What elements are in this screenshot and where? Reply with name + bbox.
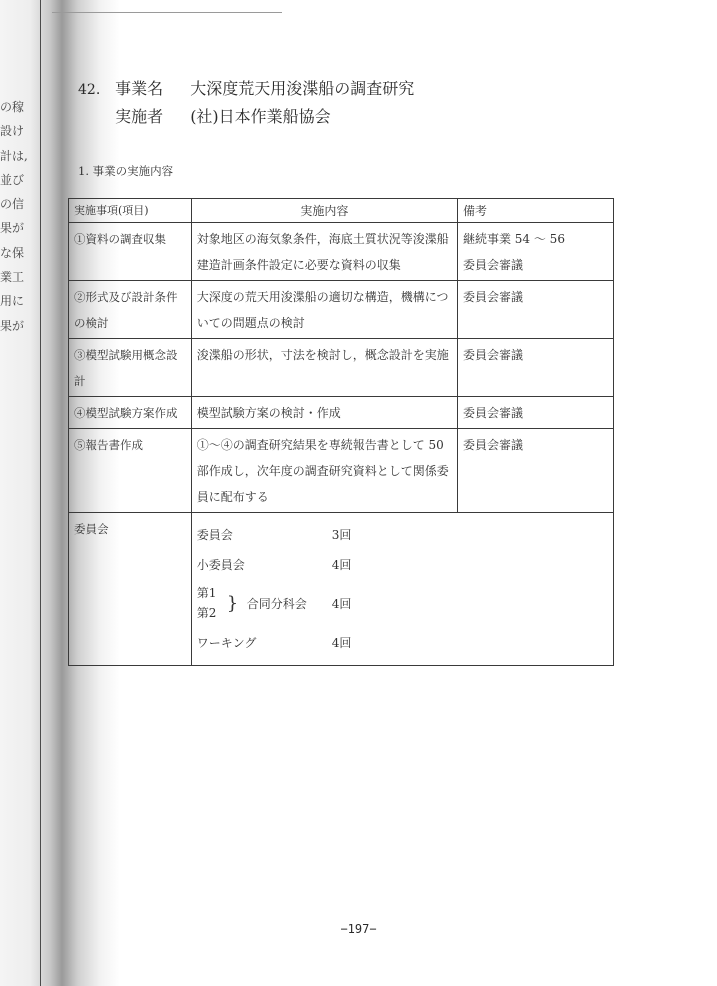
joint-subcommittee-entry — [197, 579, 608, 627]
table-row — [69, 223, 614, 281]
project-number: 42. — [78, 82, 101, 98]
joint-subcommittee-members — [197, 583, 227, 623]
row-content: ①～④の調査研究結果を専続報告書として 50 部作成し，次年度の調査研究資料として関係委員に配布する — [191, 429, 457, 513]
table-row — [69, 429, 614, 513]
previous-page-fragment: 設け — [0, 124, 25, 139]
top-rule — [52, 12, 282, 13]
row-note: 委員会審議 — [457, 397, 613, 429]
project-name-label: 事業名 — [115, 79, 164, 98]
header-note: 備考 — [457, 199, 613, 223]
previous-page-fragment: 並び — [0, 172, 25, 187]
committee-entry — [197, 519, 608, 549]
page-number: −197− — [340, 922, 377, 936]
row-note-line: 委員会審議 — [462, 258, 523, 272]
implementation-table — [68, 198, 614, 666]
previous-page-fragment: 計は, — [0, 148, 28, 163]
section-title: 1. 事業の実施内容 — [78, 164, 174, 178]
project-name: 大深度荒天用浚渫船の調査研究 — [190, 79, 415, 98]
row-content: 浚渫船の形状，寸法を検討し，概念設計を実施 — [191, 339, 457, 397]
project-heading — [78, 76, 414, 132]
previous-page-fragment: な保 — [0, 245, 25, 260]
committee-entries — [191, 513, 613, 666]
previous-page-fragment: 果が — [0, 221, 25, 236]
joint-subcommittee-name: 合同分科会 — [246, 596, 307, 611]
row-note: 委員会審議 — [457, 339, 613, 397]
table-row — [69, 339, 614, 397]
committee-entry-count: 4回 — [331, 557, 352, 572]
row-item: ①資料の調査収集 — [69, 223, 192, 281]
committee-label: 委員会 — [69, 513, 192, 666]
row-content: 大深度の荒天用浚渫船の適切な構造，機構についての問題点の検討 — [191, 281, 457, 339]
executor-name: (社)日本作業船協会 — [190, 107, 331, 126]
committee-entry-name: 委員会 — [196, 527, 233, 542]
row-item: ⑤報告書作成 — [69, 429, 192, 513]
header-item: 実施事項(項目) — [69, 199, 192, 223]
table-header-row — [69, 199, 614, 223]
table-row — [69, 397, 614, 429]
previous-page-fragment: の信 — [0, 197, 25, 212]
row-content: 対象地区の海気象条件，海底土質状況等浚渫船建造計画条件設定に必要な資料の収集 — [191, 223, 457, 281]
header-content: 実施内容 — [191, 199, 457, 223]
executor-label: 実施者 — [115, 107, 164, 126]
row-note-line: 継続事業 54 ～ 56 — [462, 232, 565, 246]
committee-entry — [197, 627, 608, 657]
row-item: ④模型試験方案作成 — [69, 397, 192, 429]
previous-page-fragment: 業工 — [0, 270, 25, 285]
table-row — [69, 281, 614, 339]
joint-first: 第1 — [196, 586, 217, 600]
previous-page-fragments — [0, 98, 44, 341]
previous-page-fragment: の稼 — [0, 100, 25, 114]
row-note: 委員会審議 — [457, 429, 613, 513]
committee-entry-name: ワーキング — [196, 635, 257, 650]
joint-second: 第2 — [196, 606, 217, 620]
row-content: 模型試験方案の検討・作成 — [191, 397, 457, 429]
row-item: ②形式及び設計条件の検討 — [69, 281, 192, 339]
row-note: 委員会審議 — [457, 281, 613, 339]
row-item: ③模型試験用概念設計 — [69, 339, 192, 397]
joint-subcommittee-count: 4回 — [331, 596, 352, 611]
brace-icon: } — [226, 592, 239, 614]
committee-row — [69, 513, 614, 666]
committee-entry-name: 小委員会 — [196, 557, 245, 572]
committee-entry — [197, 549, 608, 579]
committee-entry-count: 3回 — [331, 527, 352, 542]
previous-page-fragment: 用に — [0, 294, 25, 309]
committee-entry-count: 4回 — [331, 635, 352, 650]
previous-page-fragment: 果が — [0, 318, 25, 333]
row-note — [457, 223, 613, 281]
